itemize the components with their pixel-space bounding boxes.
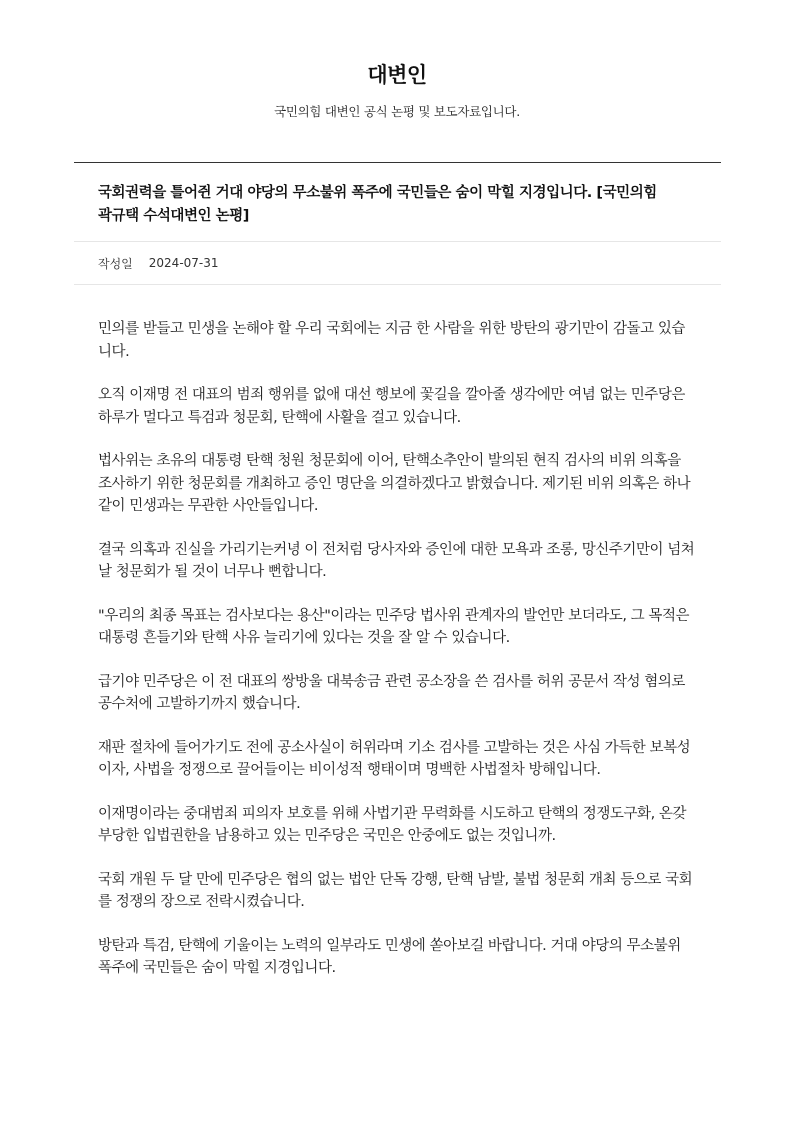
body-paragraph: 민의를 받들고 민생을 논해야 할 우리 국회에는 지금 한 사람을 위한 방탄의 광기만이 감돌고 있습니다. (98, 321, 685, 360)
page-title: 대변인 (367, 63, 427, 87)
page-header (0, 58, 794, 121)
date-label: 작성일 (98, 256, 133, 271)
article-body (74, 285, 721, 980)
body-paragraph: "우리의 최종 목표는 검사보다는 용산"이라는 민주당 법사위 관계자의 발언만 보더라도, 그 목적은 대통령 흔들기와 탄핵 사유 늘리기에 있다는 것을 잘 알 수 있습니다. (98, 607, 690, 646)
body-paragraph: 재판 절차에 들어가기도 전에 공소사실이 허위라며 기소 검사를 고발하는 것은 사심 가득한 보복성이자, 사법을 정쟁으로 끌어들이는 비이성적 행태이며 명백한 사법절차 방해입니다. (98, 739, 691, 778)
body-paragraph: 방탄과 특검, 탄핵에 기울이는 노력의 일부라도 민생에 쏟아보길 바랍니다. 거대 야당의 무소불위 폭주에 국민들은 숨이 막힐 지경입니다. (98, 937, 681, 976)
body-paragraph: 법사위는 초유의 대통령 탄핵 청원 청문회에 이어, 탄핵소추안이 발의된 현직 검사의 비위 의혹을 조사하기 위한 청문회를 개최하고 증인 명단을 의결하겠다고 밝혔습니다. 제기된 비위 의혹은 하나같이 민생과는 무관한 사안들입니다. (98, 453, 691, 514)
body-paragraph: 급기야 민주당은 이 전 대표의 쌍방울 대북송금 관련 공소장을 쓴 검사를 허위 공문서 작성 혐의로 공수처에 고발하기까지 했습니다. (98, 673, 685, 712)
body-paragraph: 이재명이라는 중대범죄 피의자 보호를 위해 사법기관 무력화를 시도하고 탄핵의 정쟁도구화, 온갖 부당한 입법권한을 남용하고 있는 민주당은 국민은 안중에도 없는 것입니까. (98, 805, 687, 844)
article-title: 국회권력을 틀어쥔 거대 야당의 무소불위 폭주에 국민들은 숨이 막힐 지경입니다. [국민의힘 곽규택 수석대변인 논평] (98, 185, 657, 224)
body-paragraph: 오직 이재명 전 대표의 범죄 행위를 없애 대선 행보에 꽃길을 깔아줄 생각에만 여념 없는 민주당은 하루가 멀다고 특검과 청문회, 탄핵에 사활을 걸고 있습니다. (98, 387, 685, 426)
body-paragraph: 결국 의혹과 진실을 가리기는커녕 이 전처럼 당사자와 증인에 대한 모욕과 조롱, 망신주기만이 넘쳐날 청문회가 될 것이 너무나 뻔합니다. (98, 541, 695, 580)
date-value: 2024-07-31 (148, 256, 219, 270)
article-meta (74, 242, 721, 284)
article-container (74, 162, 721, 1001)
page-subtitle: 국민의힘 대변인 공식 논평 및 보도자료입니다. (274, 104, 520, 119)
body-paragraph: 국회 개원 두 달 만에 민주당은 협의 없는 법안 단독 강행, 탄핵 남발, 불법 청문회 개최 등으로 국회를 정쟁의 장으로 전락시켰습니다. (98, 871, 693, 910)
